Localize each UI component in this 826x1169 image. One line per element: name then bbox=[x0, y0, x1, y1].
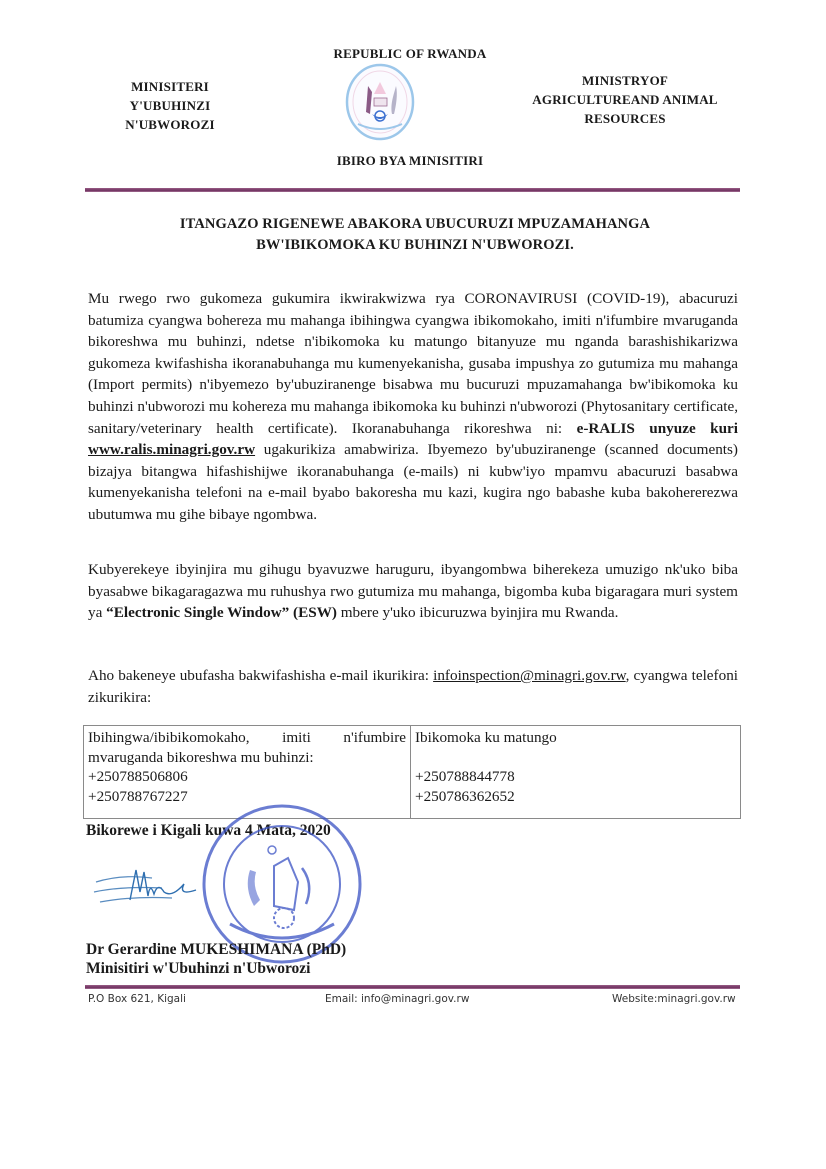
coat-of-arms-icon bbox=[344, 62, 416, 142]
title-line: BW'IBIKOMOKA KU BUHINZI N'UBWOROZI. bbox=[256, 237, 574, 253]
esw-system-name: “Electronic Single Window” (ESW) bbox=[106, 604, 337, 622]
ministry-name-kinyarwanda bbox=[95, 77, 245, 134]
left-header-line: N'UBWOROZI bbox=[125, 117, 215, 132]
left-header-line: Y'UBUHINZI bbox=[129, 98, 211, 113]
paragraph-text: Aho bakeneye ubufasha bakwifashisha e-mail ikurikira: bbox=[88, 667, 434, 684]
paragraph-text: Mu rwego rwo gukomeza gukumira ikwirakwizwa rya CORONAVIRUSI (COVID-19), abacuruzi batumiza cyangwa bohereza mu mahanga ibihingwa cyangwa ibikomokaho, imiti n'ifumbire mvaruganda bikoreshwa mu buhinzi, ndetse n'ibikomoka ku matungo bitanyuze mu nganda barashishikarizwa gukomeza kwifashisha ikoranabuhanga mu kumenyekanisha, gusaba impushya zo gutumiza mu mahanga (Import permits) n'ibyemezo by'ubuziranenge bisabwa mu bucuruzi mpuzamahanga bw'ibikomoka ku buhinzi n'ubworozi mu kohereza mu mahanga ibikomoka ku buhinzi n'ubworozi (Phytosanitary certificate, sanitary/veterinary health certificate). Ikoranabuhanga rikoreshwa ni: bbox=[88, 290, 738, 437]
footer-divider bbox=[85, 985, 740, 989]
spacer bbox=[415, 748, 736, 768]
footer-email[interactable]: Email: info@minagri.gov.rw bbox=[325, 993, 470, 1005]
phone-number[interactable]: +250788767227 bbox=[88, 787, 188, 805]
body-paragraph-3 bbox=[88, 665, 738, 708]
ralis-link[interactable]: www.ralis.minagri.gov.rw bbox=[88, 441, 256, 459]
phone-number[interactable]: +250788844778 bbox=[415, 768, 515, 785]
livestock-contacts-heading: Ibikomoka ku matungo bbox=[415, 729, 557, 746]
paragraph-text: Kubyerekeye ibyinjira mu gihugu byavuzwe haruguru, ibyangombwa biherekeza umuzigo nk'uko biba byasabwe bikagaragazwa mu ruhushya rwo gutumiza mu mahanga, bigomba kuba bigaragara muri system ya bbox=[88, 561, 738, 622]
date-line: Bikorewe i Kigali kuwa 4 Mata, 2020 bbox=[86, 822, 331, 839]
paragraph-text: ugakurikiza amabwiriza. Ibyemezo by'ubuziranenge (scanned documents) bizajya bitangwa hifashishijwe ikoranabuhanga (e-mails) ni kubw'iyo mpamvu abacuruzi basabwa kumenyekanisha telefoni na e-mail byabo bakoresha mu kazi, kugira ngo babashe kuba bakohererezwa ubutumwa mu gihe bibaye ngombwa. bbox=[88, 441, 738, 523]
country-heading: REPUBLIC OF RWANDA bbox=[333, 46, 487, 61]
header-divider bbox=[85, 188, 740, 192]
right-header-line: MINISTRYOF bbox=[581, 73, 669, 88]
system-name: e-RALIS unyuze kuri bbox=[576, 419, 738, 437]
office-heading: IBIRO BYA MINISITIRI bbox=[336, 153, 484, 168]
crops-contacts-heading: Ibihingwa/ibibikomokaho, imiti n'ifumbire mvaruganda bikoreshwa mu buhinzi: bbox=[88, 729, 406, 766]
body-paragraph-2 bbox=[88, 559, 738, 624]
livestock-contacts-cell bbox=[411, 726, 741, 819]
table-row bbox=[84, 726, 741, 819]
phone-number[interactable]: +250786362652 bbox=[415, 787, 515, 805]
contact-table bbox=[83, 725, 741, 819]
phone-number[interactable]: +250788506806 bbox=[88, 768, 188, 785]
inspection-email-link[interactable]: infoinspection@minagri.gov.rw bbox=[433, 667, 626, 684]
title-line: ITANGAZO RIGENEWE ABAKORA UBUCURUZI MPUZAMAHANGA bbox=[179, 216, 651, 232]
footer-website[interactable]: Website:minagri.gov.rw bbox=[612, 993, 736, 1005]
paragraph-text: , cyangwa telefoni zikurikira: bbox=[88, 667, 739, 706]
paragraph-text: mbere y'uko ibicuruzwa byinjira mu Rwanda. bbox=[336, 604, 619, 622]
left-header-line: MINISITERI bbox=[131, 79, 209, 94]
announcement-title bbox=[90, 214, 740, 256]
right-header-line: RESOURCES bbox=[584, 111, 666, 126]
right-header-line: AGRICULTUREAND ANIMAL bbox=[532, 92, 718, 107]
signer-name: Dr Gerardine MUKESHIMANA (PhD) bbox=[86, 941, 347, 958]
ministry-name-english bbox=[520, 71, 730, 128]
signer-title: Minisitiri w'Ubuhinzi n'Ubworozi bbox=[86, 960, 311, 977]
body-paragraph-1 bbox=[88, 288, 738, 526]
footer-po-box: P.O Box 621, Kigali bbox=[88, 993, 186, 1005]
